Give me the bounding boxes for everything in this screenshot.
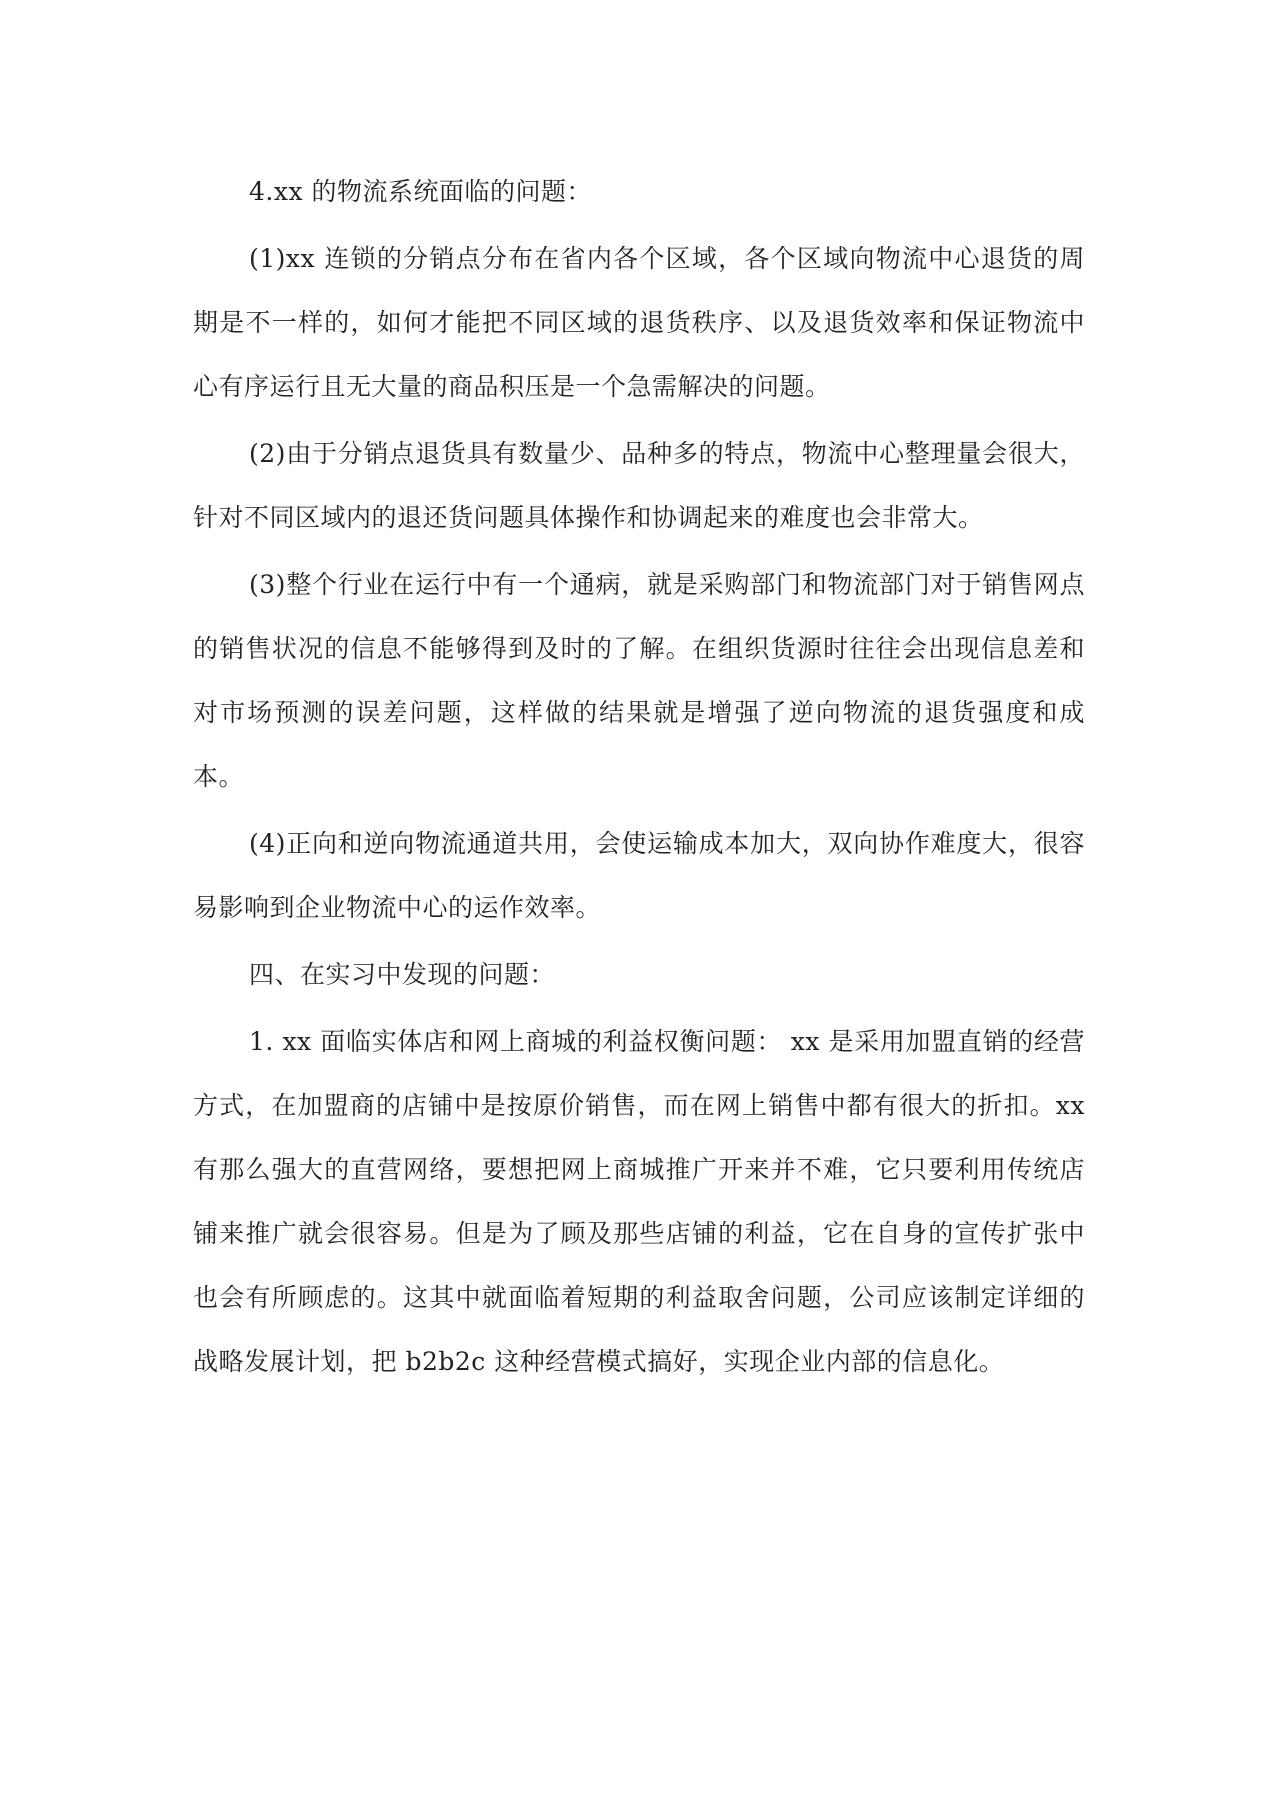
document-body bbox=[193, 160, 1085, 1397]
paragraph-problem-1: (1)xx 连锁的分销点分布在省内各个区域，各个区域向物流中心退货的周期是不一样的，如何才能把不同区域的退货秩序、以及退货效率和保证物流中心有序运行且无大量的商品积压是一个急需解决的问题。 bbox=[193, 244, 1085, 401]
paragraph-logistics-problems-heading: 4.xx 的物流系统面临的问题： bbox=[249, 177, 592, 206]
paragraph-issue-1: 1. xx 面临实体店和网上商城的利益权衡问题： xx 是采用加盟直销的经营方式，在加盟商的店铺中是按原价销售，而在网上销售中都有很大的折扣。xx 有那么强大的直营网络，要想把网上商城推广开来并不难，它只要利用传统店铺来推广就会很容易。但是为了顾及那些店铺的利益，它在自身的宣传扩张中也会有所顾虑的。这其中就面临着短期的利益取舍问题，公司应该制定详细的战略发展计划，把 b2b2c 这种经营模式搞好，实现企业内部的信息化。 bbox=[193, 1027, 1085, 1376]
paragraph-problem-4: (4)正向和逆向物流通道共用，会使运输成本加大，双向协作难度大，很容易影响到企业物流中心的运作效率。 bbox=[193, 829, 1085, 922]
section-heading-internship-issues: 四、在实习中发现的问题： bbox=[249, 960, 556, 989]
paragraph-problem-3: (3)整个行业在运行中有一个通病，就是采购部门和物流部门对于销售网点的销售状况的信息不能够得到及时的了解。在组织货源时往往会出现信息差和对市场预测的误差问题，这样做的结果就是增强了逆向物流的退货强度和成本。 bbox=[193, 570, 1085, 791]
paragraph-problem-2: (2)由于分销点退货具有数量少、品种多的特点，物流中心整理量会很大，针对不同区域内的退还货问题具体操作和协调起来的难度也会非常大。 bbox=[193, 439, 1085, 532]
